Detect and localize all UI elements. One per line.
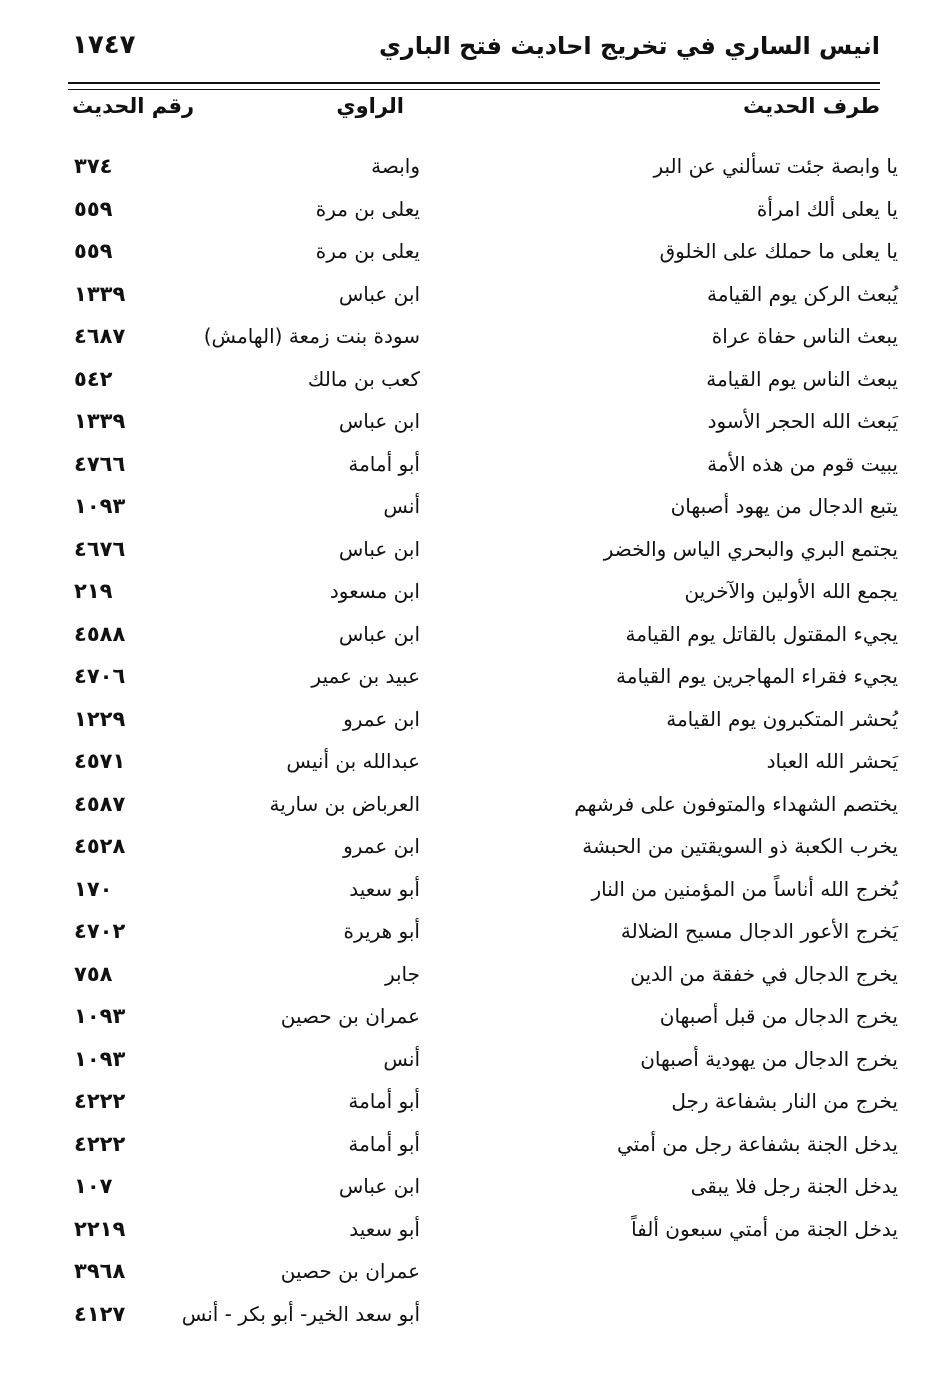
narrator-name: ابن عباس — [338, 536, 420, 561]
narrator-name: ابن عباس — [338, 409, 420, 433]
hadith-text: يخرب الكعبة ذو السويقتين من الحبشة — [582, 834, 898, 858]
hadith-text: يخرج الدجال في خفقة من الدين — [630, 961, 898, 986]
narrator-name: عبيد بن عمير — [311, 664, 420, 688]
narrator-name: ابن مسعود — [329, 579, 420, 603]
hadith-text: يَخرج الأعور الدجال مسيح الضلالة — [620, 919, 898, 943]
narrator-name: ابن عباس — [338, 621, 420, 646]
table-row — [68, 363, 898, 406]
hadith-text: يخرج من النار بشفاعة رجل — [671, 1089, 898, 1113]
hadith-number: ٧٥٨ — [74, 961, 113, 986]
hadith-text: يتبع الدجال من يهود أصبهان — [670, 494, 898, 518]
column-header-number: رقم الحديث — [72, 94, 195, 118]
hadith-text: يخرج الدجال من قبل أصبهان — [659, 1004, 898, 1028]
table-row — [68, 618, 898, 661]
hadith-number: ٥٥٩ — [74, 196, 113, 221]
hadith-text: يُحشر المتكبرون يوم القيامة — [666, 706, 898, 731]
hadith-number: ٥٤٢ — [74, 366, 113, 391]
table-row — [68, 235, 898, 278]
hadith-text: يا يعلى ما حملك على الخلوق — [659, 239, 898, 263]
narrator-name: أبو سعيد — [349, 1216, 420, 1241]
table-row — [68, 1043, 898, 1086]
running-header — [68, 28, 880, 68]
hadith-number: ١٠٩٣ — [74, 1004, 126, 1028]
narrator-name: يعلى بن مرة — [315, 239, 420, 263]
table-row — [68, 788, 898, 831]
hadith-number: ٤٥٢٨ — [74, 834, 126, 858]
narrator-name: يعلى بن مرة — [315, 196, 420, 221]
hadith-text: يجيء المقتول بالقاتل يوم القيامة — [625, 621, 898, 646]
narrator-name: ابن عمرو — [343, 706, 420, 731]
hadith-number: ٢٢١٩ — [74, 1216, 126, 1241]
table-row — [68, 448, 898, 491]
table-row — [68, 405, 898, 448]
hadith-number: ٤٥٨٧ — [74, 791, 126, 816]
hadith-number: ١٣٣٩ — [74, 409, 126, 433]
table-row — [68, 1298, 898, 1341]
table-row — [68, 193, 898, 236]
hadith-number: ١٣٣٩ — [74, 281, 126, 306]
table-row — [68, 915, 898, 958]
narrator-name: ابن عباس — [338, 1174, 420, 1198]
table-row — [68, 1170, 898, 1213]
table-row — [68, 575, 898, 618]
column-headers — [68, 94, 880, 130]
hadith-number: ٤٦٨٧ — [74, 324, 126, 348]
hadith-text: يُخرج الله أناساً من المؤمنين من النار — [591, 876, 898, 901]
narrator-name: عمران بن حصين — [280, 1004, 420, 1028]
hadith-text: يبعث الناس حفاة عراة — [711, 324, 898, 348]
hadith-number: ٤٢٢٢ — [74, 1089, 126, 1113]
table-row — [68, 1255, 898, 1298]
hadith-text: يَحشر الله العباد — [766, 749, 898, 773]
table-row — [68, 320, 898, 363]
hadith-number: ٢١٩ — [74, 579, 113, 603]
table-row — [68, 1128, 898, 1171]
hadith-text: يا وابصة جئت تسألني عن البر — [653, 154, 898, 178]
hadith-number: ٤٢٢٢ — [74, 1131, 126, 1156]
narrator-name: أبو أمامة — [348, 451, 420, 476]
book-title: انيس الساري في تخريج احاديث فتح الباري — [378, 32, 880, 60]
narrator-name: العرباض بن سارية — [269, 791, 420, 816]
table-row — [68, 660, 898, 703]
hadith-number: ٤٧٠٦ — [74, 664, 126, 688]
table-row — [68, 873, 898, 916]
hadith-text: يجتمع البري والبحري الياس والخضر — [603, 536, 898, 561]
table-row — [68, 490, 898, 533]
hadith-text: يبعث الناس يوم القيامة — [706, 366, 898, 391]
narrator-name: أبو هريرة — [343, 919, 420, 943]
hadith-number: ١٠٩٣ — [74, 494, 126, 518]
column-header-hadith: طرف الحديث — [742, 94, 880, 118]
hadith-number: ١٠٩٣ — [74, 1046, 126, 1071]
hadith-text: يا يعلى ألك امرأة — [756, 196, 898, 221]
hadith-number: ٤٦٧٦ — [74, 536, 126, 561]
hadith-number: ٥٥٩ — [74, 239, 113, 263]
table-row — [68, 1213, 898, 1256]
header-rule-thin — [68, 89, 880, 90]
hadith-text: يُبعث الركن يوم القيامة — [706, 281, 898, 306]
table-row — [68, 1085, 898, 1128]
hadith-text: يدخل الجنة رجل فلا يبقى — [690, 1174, 898, 1198]
table-row — [68, 745, 898, 788]
narrator-name: كعب بن مالك — [307, 366, 420, 391]
column-header-narrator: الراوي — [336, 94, 404, 118]
hadith-text: يدخل الجنة بشفاعة رجل من أمتي — [616, 1131, 898, 1156]
narrator-name: وابصة — [371, 154, 420, 178]
narrator-name: جابر — [384, 961, 420, 986]
hadith-text: يجمع الله الأولين والآخرين — [684, 579, 898, 603]
table-row — [68, 703, 898, 746]
hadith-text: يخرج الدجال من يهودية أصبهان — [640, 1046, 898, 1071]
narrator-name: أبو أمامة — [348, 1089, 420, 1113]
page-number: ١٧٤٧ — [72, 30, 136, 60]
hadith-index-table — [68, 150, 898, 1340]
hadith-number: ٤٥٨٨ — [74, 621, 126, 646]
table-row — [68, 830, 898, 873]
table-row — [68, 958, 898, 1001]
hadith-number: ٤١٢٧ — [74, 1301, 126, 1326]
narrator-name: أنس — [383, 494, 420, 518]
table-row — [68, 150, 898, 193]
narrator-name: أبو سعيد — [349, 876, 420, 901]
hadith-number: ٤٥٧١ — [74, 749, 126, 773]
hadith-number: ١٠٧ — [74, 1174, 113, 1198]
hadith-number: ١٧٠ — [74, 876, 113, 901]
table-row — [68, 278, 898, 321]
hadith-number: ٣٩٦٨ — [74, 1259, 126, 1283]
hadith-text: يبيت قوم من هذه الأمة — [707, 451, 898, 476]
table-row — [68, 533, 898, 576]
narrator-name: عبدالله بن أنيس — [286, 749, 420, 773]
hadith-number: ٤٧٠٢ — [74, 919, 126, 943]
narrator-name: ابن عباس — [338, 281, 420, 306]
narrator-name: أنس — [383, 1046, 420, 1071]
narrator-name: أبو سعد الخير- أبو بكر - أنس — [181, 1301, 420, 1326]
narrator-name: سودة بنت زمعة (الهامش) — [203, 324, 420, 348]
hadith-text: يَبعث الله الحجر الأسود — [707, 409, 898, 433]
hadith-number: ١٢٢٩ — [74, 706, 126, 731]
hadith-text: يختصم الشهداء والمتوفون على فرشهم — [574, 791, 898, 816]
narrator-name: ابن عمرو — [343, 834, 420, 858]
header-rule-thick — [68, 82, 880, 84]
narrator-name: عمران بن حصين — [280, 1259, 420, 1283]
narrator-name: أبو أمامة — [348, 1131, 420, 1156]
hadith-text: يدخل الجنة من أمتي سبعون ألفاً — [631, 1216, 898, 1241]
hadith-number: ٣٧٤ — [74, 154, 113, 178]
hadith-number: ٤٧٦٦ — [74, 451, 126, 476]
table-row — [68, 1000, 898, 1043]
hadith-text: يجيء فقراء المهاجرين يوم القيامة — [616, 664, 898, 688]
